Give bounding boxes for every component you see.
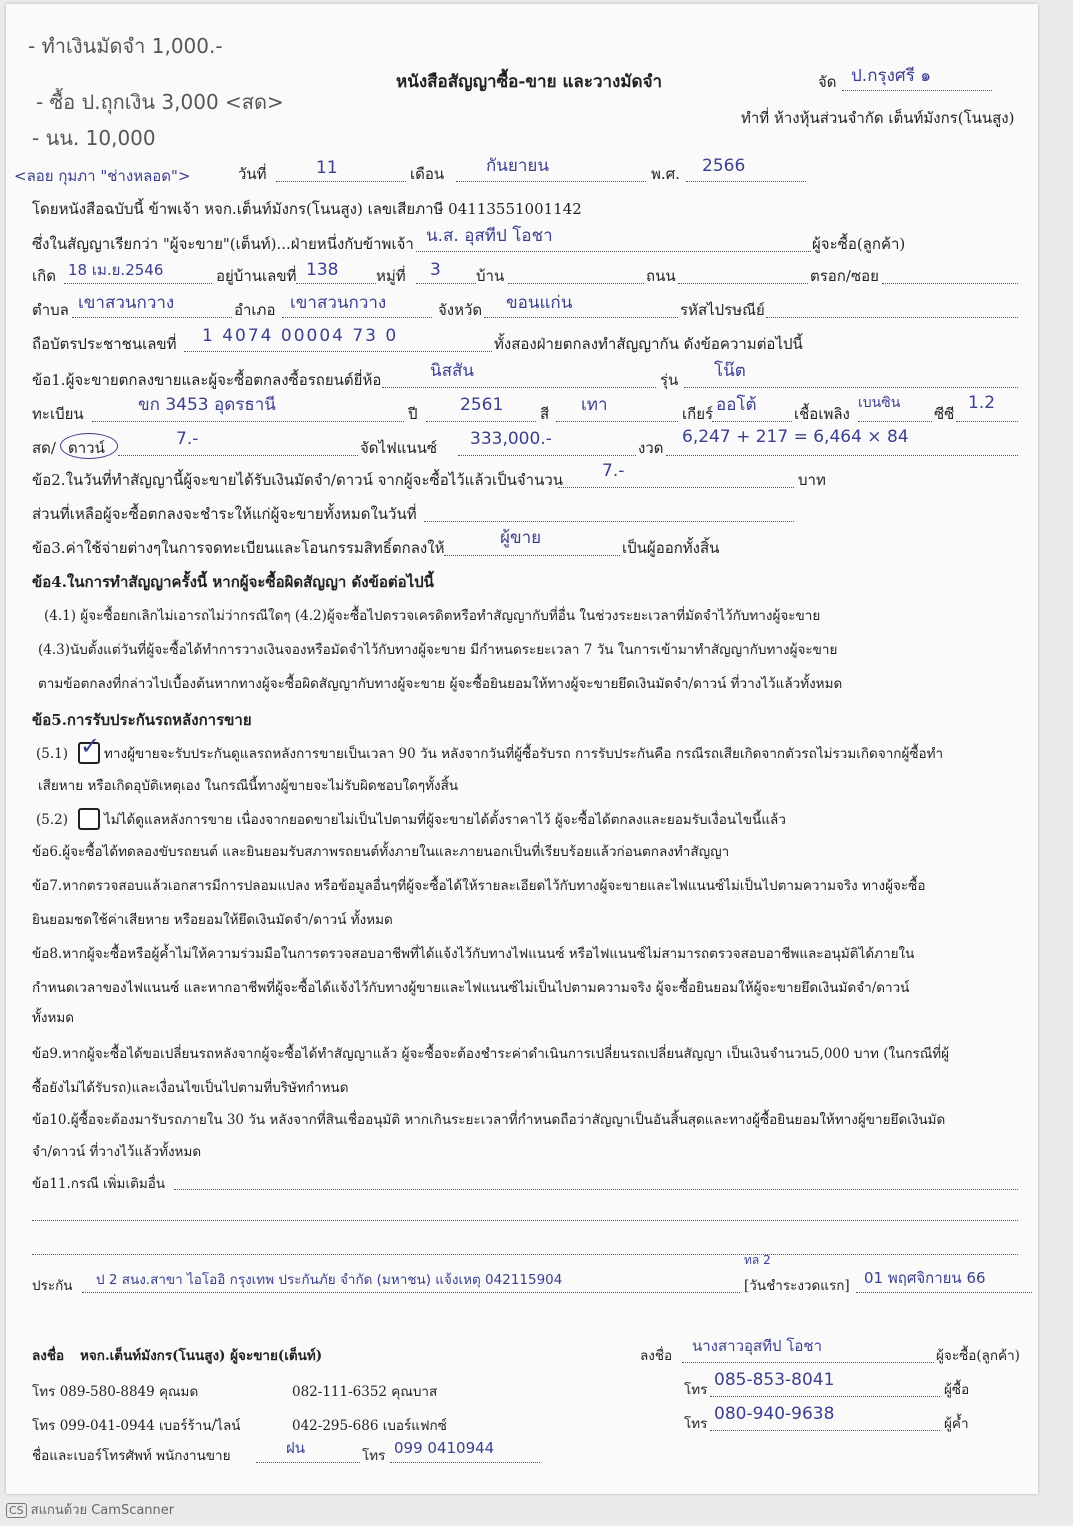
amphoe-label: อำเภอ	[234, 301, 276, 319]
clause3-text: ข้อ3.ค่าใช้จ่ายต่างๆในการจดทะเบียนและโอนกรรมสิทธิ์ตกลงให้	[32, 539, 445, 557]
buyer-tel-label: โทร	[684, 1382, 708, 1398]
first-payment-value: 01 พฤศจิกายน 66	[864, 1269, 986, 1287]
cc-line	[956, 421, 1018, 422]
clause11-line-3	[32, 1254, 1018, 1255]
gear-label: เกียร์	[682, 405, 714, 423]
village-label: บ้าน	[476, 267, 505, 285]
insurance-line	[82, 1292, 740, 1293]
clause3-payer: ผู้ขาย	[500, 528, 542, 548]
car-year-value: 2561	[460, 395, 504, 415]
buyer-role: ผู้จะซื้อ(ลูกค้า)	[936, 1348, 1020, 1364]
brand-line	[382, 387, 656, 388]
sales-name: ฝน	[286, 1439, 306, 1457]
village-line	[508, 283, 644, 284]
model-value: โน๊ต	[714, 361, 746, 381]
contract-title: หนังสือสัญญาซื้อ-ขาย และวางมัดจำ	[396, 72, 663, 92]
car-year-line	[426, 421, 536, 422]
buyer-sign-line	[682, 1362, 934, 1363]
province-label: จังหวัด	[438, 301, 483, 319]
clause7-l2: ยินยอมชดใช้ค่าเสียหาย หรือยอมให้ยึดเงินมัดจำ/ดาวน์ ทั้งหมด	[32, 912, 393, 928]
color-label: สี	[540, 405, 550, 423]
margin-note-2: - ซื้อ ป.ถุกเงิน 3,000 <สด>	[36, 90, 284, 114]
seller-sign-label: ลงชื่อ	[32, 1348, 65, 1364]
clause11-line-2	[32, 1220, 1018, 1221]
sales-phone: 099 0410944	[394, 1439, 495, 1457]
margin-note-4: <ลอย กุมภา "ช่างหลอด">	[14, 167, 191, 185]
contract-page	[6, 4, 1038, 1494]
amphoe-value: เขาสวนกวาง	[290, 293, 387, 313]
soi-line	[882, 283, 1018, 284]
brand-value: นิสสัน	[430, 361, 474, 381]
buyer-sign-label: ลงชื่อ	[640, 1348, 673, 1364]
id-label: ถือบัตรประชาชนเลขที่	[32, 335, 177, 353]
clause11-line-1	[174, 1189, 1018, 1190]
guarantor-role: ผู้ค้ำ	[944, 1416, 969, 1432]
insurance-label: ประกัน	[32, 1278, 73, 1294]
guarantor-tel: 080-940-9638	[714, 1404, 835, 1424]
year-value: 2566	[702, 156, 746, 176]
color-value: เทา	[581, 395, 608, 415]
clause2-remain-line	[424, 521, 794, 522]
c51-l2: เสียหาย หรือเกิดอุบัติเหตุเอง ในกรณีนี้ทางผู้ขายจะไม่รับผิดชอบใดๆทั้งสิ้น	[38, 778, 459, 794]
first-payment-line	[856, 1292, 1032, 1293]
born-value: 18 เม.ย.2546	[68, 261, 164, 279]
seller-sign-name: หจก.เต็นท์มังกร(โนนสูง) ผู้จะขาย(เต็นท์)	[80, 1348, 323, 1364]
c51-l1: ทางผู้ขายจะรับประกันดูแลรถหลังการขายเป็นเวลา 90 วัน หลังจากวันที่ผู้ซื้อรับรถ การรับประกันคือ กรณีรถเสียเกิดจากตัวรถไม่รวมเกิดจากผู้ซื้อทำ	[104, 746, 944, 762]
insurance-value: ป 2 สนง.สาขา ไอโออิ กรุงเทพ ประกันภัย จำกัด (มหาชน) แจ้งเหตุ 042115904	[96, 1272, 563, 1288]
zone-label: จัด	[818, 73, 837, 91]
clause11-text: ข้อ11.กรณี เพิ่มเติมอื่น	[32, 1176, 166, 1192]
clause4-l1: (4.1) ผู้จะซื้อยกเลิกไม่เอารถไม่ว่ากรณีใดๆ (4.2)ผู้จะซื้อไปตรวจเครดิตหรือทำสัญญากับที่อื่น ในช่วงระยะเวลาที่มัดจำไว้กับทางผู้จะขาย	[44, 608, 821, 624]
clause10-l1: ข้อ10.ผู้ซื้อจะต้องมารับรถภายใน 30 วัน หลังจากที่สินเชื่ออนุมัติ หากเกินระยะเวลาที่กำหนดถือว่าสัญญาเป็นอันสิ้นสุดและทางผู้ซื้อยินยอมให้ทางผู้ขายยึดเงินมัด	[32, 1112, 946, 1128]
guarantor-tel-line	[710, 1430, 940, 1431]
month-line	[456, 181, 646, 182]
tambon-value: เขาสวนกวาง	[78, 293, 175, 313]
clause4-title: ข้อ4.ในการทำสัญญาครั้งนี้ หากผู้จะซื้อผิดสัญญา ดังข้อต่อไปนี้	[32, 573, 434, 591]
clause2-text: ข้อ2.ในวันที่ทำสัญญานี้ผู้จะขายได้รับเงินมัดจำ/ดาวน์ จากผู้จะซื้อไว้แล้วเป็นจำนวน	[32, 471, 564, 489]
id-value: 1 4074 00004 73 0	[202, 326, 399, 346]
scanner-watermark	[6, 1499, 174, 1520]
postal-label: รหัสไปรษณีย์	[680, 301, 765, 319]
moo-line	[416, 283, 476, 284]
buyer-name: น.ส. อุสทีป โอชา	[426, 226, 553, 246]
gear-value: ออโต้	[716, 395, 757, 415]
finance-value: 333,000.-	[470, 429, 552, 449]
id-line	[184, 351, 492, 352]
gear-line	[712, 421, 792, 422]
sales-name-line	[256, 1462, 360, 1463]
down-line	[118, 455, 358, 456]
fuel-value: เบนซิน	[858, 395, 901, 411]
reg-label: ทะเบียน	[32, 405, 84, 423]
clause3-suffix: เป็นผู้ออกทั้งสิ้น	[622, 539, 720, 557]
road-label: ถนน	[646, 267, 676, 285]
c52-l1: ไม่ได้ดูแลหลังการขาย เนื่องจากยอดขายไม่เป็นไปตามที่ผู้จะขายได้ตั้งราคาไว้ ผู้จะซื้อได้ตกลงและยอมรับเงื่อนไขนี้แล้ว	[104, 812, 786, 828]
reg-value: ขก 3453 อุดรธานี	[138, 395, 276, 415]
clause2-remain: ส่วนที่เหลือผู้จะซื้อตกลงจะชำระให้แก่ผู้จะขายทั้งหมดในวันที่	[32, 505, 417, 523]
camscanner-icon: CS	[6, 1503, 27, 1518]
seller-phone-4: 042-295-686 เบอร์แฟกซ์	[292, 1418, 447, 1434]
day-line	[276, 181, 406, 182]
clause2-unit: บาท	[798, 471, 826, 489]
day-value: 11	[316, 158, 338, 178]
soi-label: ตรอก/ซอย	[810, 267, 879, 285]
insurance-tag: ทล 2	[744, 1253, 771, 1267]
model-label: รุ่น	[660, 371, 679, 389]
clause5-title: ข้อ5.การรับประกันรถหลังการขาย	[32, 711, 252, 729]
moo-label: หมู่ที่	[376, 267, 406, 285]
year-line	[686, 181, 806, 182]
sales-phone-label: โทร	[362, 1448, 386, 1464]
color-line	[556, 421, 678, 422]
sales-phone-line	[390, 1462, 540, 1463]
tambon-line	[72, 317, 232, 318]
road-line	[678, 283, 808, 284]
month-value: กันยายน	[486, 156, 550, 176]
clause4-l2: (4.3)นับตั้งแต่วันที่ผู้จะซื้อได้ทำการวางเงินจองหรือมัดจำไว้กับทางผู้จะขาย มีกำหนดระยะเวลา 7 วัน ในการเข้ามาทำสัญญากับทางผู้จะขาย	[38, 642, 838, 658]
zone-value: ป.กรุงศรี ๑	[851, 66, 932, 86]
car-year-label: ปี	[408, 405, 418, 423]
model-line	[684, 387, 1018, 388]
buyer-name-line	[416, 251, 811, 252]
cc-label: ซีซี	[934, 405, 955, 423]
clause6-text: ข้อ6.ผู้จะซื้อได้ทดลองขับรถยนต์ และยินยอมรับสภาพรถยนต์ทั้งภายในและภายนอกเป็นที่เรียบร้อยแล้วก่อนตกลงทำสัญญา	[32, 844, 730, 860]
cc-value: 1.2	[968, 393, 996, 413]
finance-line	[458, 455, 636, 456]
clause8-l1: ข้อ8.หากผู้จะซื้อหรือผู้ค้ำไม่ให้ความร่วมมือในการตรวจสอบอาชีพที่ได้แจ้งไว้กับทางไฟแนนซ์ หรือไฟแนนซ์ไม่สามารถตรวจสอบอาชีพและอนุมัติได้ภายใน	[32, 946, 915, 962]
fuel-line	[858, 421, 932, 422]
buyer-tel-line	[710, 1396, 940, 1397]
amphoe-line	[282, 317, 432, 318]
sales-label: ชื่อและเบอร์โทรศัพท์ พนักงานขาย	[32, 1448, 231, 1464]
c52-checkbox[interactable]	[78, 808, 100, 830]
install-value: 6,247 + 217 = 6,464 × 84	[682, 427, 909, 447]
reg-line	[92, 421, 404, 422]
clause10-l2: จำ/ดาวน์ ที่วางไว้แล้วทั้งหมด	[32, 1144, 202, 1160]
born-line	[64, 283, 212, 284]
guarantor-tel-label: โทร	[684, 1416, 708, 1432]
install-label: งวด	[638, 439, 664, 457]
seller-prefix: ซึ่งในสัญญาเรียกว่า "ผู้จะขาย"(เต็นท์)...ฝ่ายหนึ่งกับข้าพเจ้า	[32, 235, 414, 253]
clause2-amount: 7.-	[602, 461, 625, 481]
buyer-tel-role: ผู้ซื้อ	[944, 1382, 970, 1398]
down-prefix: สด/	[32, 439, 56, 457]
house-line	[296, 283, 376, 284]
postal-line	[766, 317, 1018, 318]
buyer-tel: 085-853-8041	[714, 1370, 835, 1390]
id-suffix: ทั้งสองฝ่ายตกลงทำสัญญากัน ดังข้อความต่อไปนี้	[494, 335, 803, 353]
c51-label: (5.1)	[36, 746, 69, 762]
zone-line	[842, 90, 992, 91]
down-label: ดาวน์	[68, 439, 105, 457]
clause7-l1: ข้อ7.หากตรวจสอบแล้วเอกสารมีการปลอมแปลง หรือข้อมูลอื่นๆที่ผู้จะซื้อได้ให้รายละเอียดไว้กับทางผู้จะขายและไฟแนนซ์ไม่เป็นไปตามความจริง ทางผู้จะซื้อ	[32, 878, 926, 894]
check-icon: ✓	[80, 732, 101, 760]
clause9-l2: ซื้อยังไม่ได้รับรถ)และเงื่อนไขเป็นไปตามที่บริษัทกำหนด	[32, 1080, 349, 1096]
clause8-l2: กำหนดเวลาของไฟแนนซ์ และหากอาชีพที่ผู้จะซื้อได้แจ้งไว้กับทางผู้ขายและไฟแนนซ์ไม่เป็นไปตามความจริง ผู้จะซื้อยินยอมให้ผู้จะขายยึดเงินมัดจำ/ดาวน์	[32, 980, 910, 996]
month-label: เดือน	[410, 165, 445, 183]
year-label: พ.ศ.	[651, 165, 680, 183]
finance-label: จัดไฟแนนซ์	[360, 439, 438, 457]
province-line	[484, 317, 678, 318]
house-label: อยู่บ้านเลขที่	[216, 267, 297, 285]
seller-phone-3: โทร 099-041-0944 เบอร์ร้าน/ไลน์	[32, 1418, 241, 1434]
clause1-text: ข้อ1.ผู้จะขายตกลงขายและผู้จะซื้อตกลงซื้อรถยนต์ยี่ห้อ	[32, 371, 382, 389]
first-payment-label: [วันชำระงวดแรก]	[744, 1278, 850, 1294]
clause3-line	[444, 555, 620, 556]
scanner-text: สแกนด้วย CamScanner	[30, 1503, 175, 1518]
seller-phone-2: 082-111-6352 คุณบาส	[292, 1384, 438, 1400]
clause2-amount-line	[558, 487, 794, 488]
born-label: เกิด	[32, 267, 56, 285]
tambon-label: ตำบล	[32, 301, 69, 319]
place-text: ทำที่ ห้างหุ้นส่วนจำกัด เต็นท์มังกร(โนนสูง)	[741, 109, 1015, 127]
clause8-l3: ทั้งหมด	[32, 1010, 75, 1026]
buyer-suffix: ผู้จะซื้อ(ลูกค้า)	[812, 235, 906, 253]
margin-note-3: - นน. 10,000	[32, 126, 156, 150]
down-value: 7.-	[176, 429, 199, 449]
install-line	[666, 455, 1018, 456]
day-label: วันที่	[238, 165, 267, 183]
intro-text: โดยหนังสือฉบับนี้ ข้าพเจ้า หจก.เต็นท์มังกร(โนนสูง) เลขเสียภาษี 04113551001142	[32, 200, 582, 218]
house-value: 138	[306, 260, 339, 280]
province-value: ขอนแก่น	[506, 293, 573, 313]
margin-note-1: - ทำเงินมัดจำ 1,000.-	[28, 34, 223, 58]
buyer-signature: นางสาวอุสทีป โอชา	[692, 1337, 823, 1355]
fuel-label: เชื้อเพลิง	[794, 405, 850, 423]
c52-label: (5.2)	[36, 812, 69, 828]
seller-phone-1: โทร 089-580-8849 คุณมด	[32, 1384, 199, 1400]
clause9-l1: ข้อ9.หากผู้จะซื้อได้ขอเปลี่ยนรถหลังจากผู้จะซื้อได้ทำสัญญาแล้ว ผู้จะซื้อจะต้องชำระค่าดำเนินการเปลี่ยนรถเปลี่ยนสัญญา เป็นเงินจำนวน5,000 บาท (ในกรณีที่ผู้	[32, 1046, 950, 1062]
moo-value: 3	[430, 260, 441, 280]
clause4-l3: ตามข้อตกลงที่กล่าวไปเบื้องต้นหากทางผู้จะซื้อผิดสัญญากับทางผู้จะขาย ผู้จะซื้อยินยอมให้ทางผู้จะขายยึดเงินมัดจำ/ดาวน์ ที่วางไว้แล้วทั้งหมด	[38, 676, 843, 692]
